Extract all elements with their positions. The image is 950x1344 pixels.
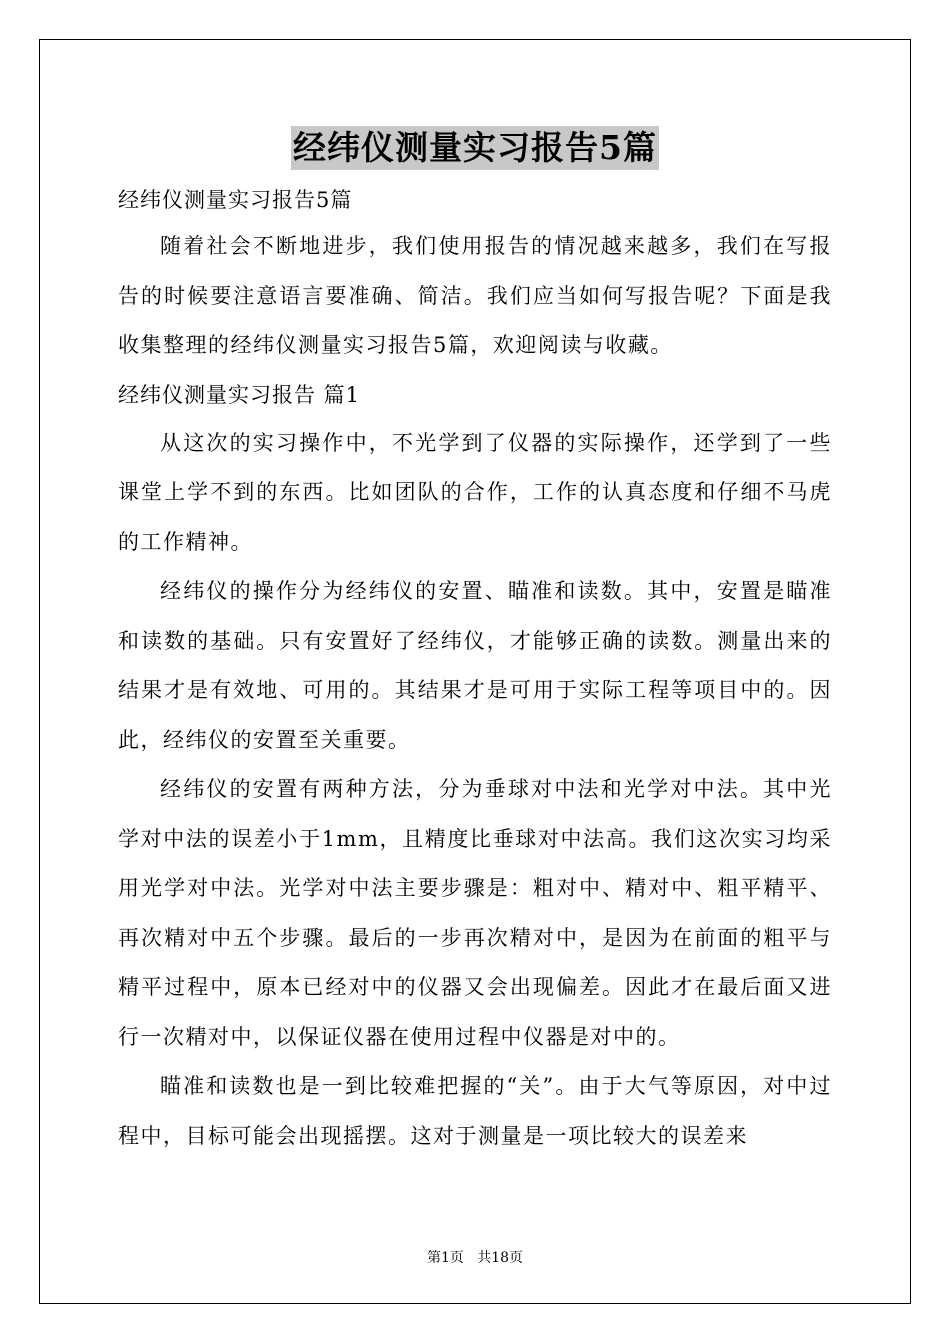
page-footer: 第1页 共18页	[426, 1250, 524, 1266]
body-paragraph: 经纬仪的操作分为经纬仪的安置、瞄准和读数。其中，安置是瞄准和读数的基础。只有安置好了经纬仪，才能够正确的读数。测量出来的结果才是有效地、可用的。其结果才是可用于实际工程等项目中的。因此，经纬仪的安置至关重要。	[118, 579, 832, 752]
document-subtitle: 经纬仪测量实习报告5篇	[118, 188, 353, 212]
document-body	[118, 178, 832, 1161]
body-paragraph: 瞄准和读数也是一到比较难把握的“关”。由于大气等原因，对中过程中，目标可能会出现摇摆。这对于测量是一项比较大的误差来	[118, 1074, 832, 1148]
body-paragraph: 从这次的实习操作中，不光学到了仪器的实际操作，还学到了一些课堂上学不到的东西。比如团队的合作，工作的认真态度和仔细不马虎的工作精神。	[118, 430, 832, 554]
intro-paragraph: 随着社会不断地进步，我们使用报告的情况越来越多，我们在写报告的时候要注意语言要准确、简洁。我们应当如何写报告呢？下面是我收集整理的经纬仪测量实习报告5篇，欢迎阅读与收藏。	[118, 234, 832, 357]
title-container	[0, 126, 950, 170]
section-heading: 经纬仪测量实习报告 篇1	[118, 382, 361, 407]
document-title: 经纬仪测量实习报告5篇	[291, 126, 659, 170]
body-paragraph: 经纬仪的安置有两种方法，分为垂球对中法和光学对中法。其中光学对中法的误差小于1mm，且精度比垂球对中法高。我们这次实习均采用光学对中法。光学对中法主要步骤是：粗对中、精对中、粗平精平、再次精对中五个步骤。最后的一步再次精对中，是因为在前面的粗平与精平过程中，原本已经对中的仪器又会出现偏差。因此才在最后面又进行一次精对中，以保证仪器在使用过程中仪器是对中的。	[118, 777, 832, 1049]
